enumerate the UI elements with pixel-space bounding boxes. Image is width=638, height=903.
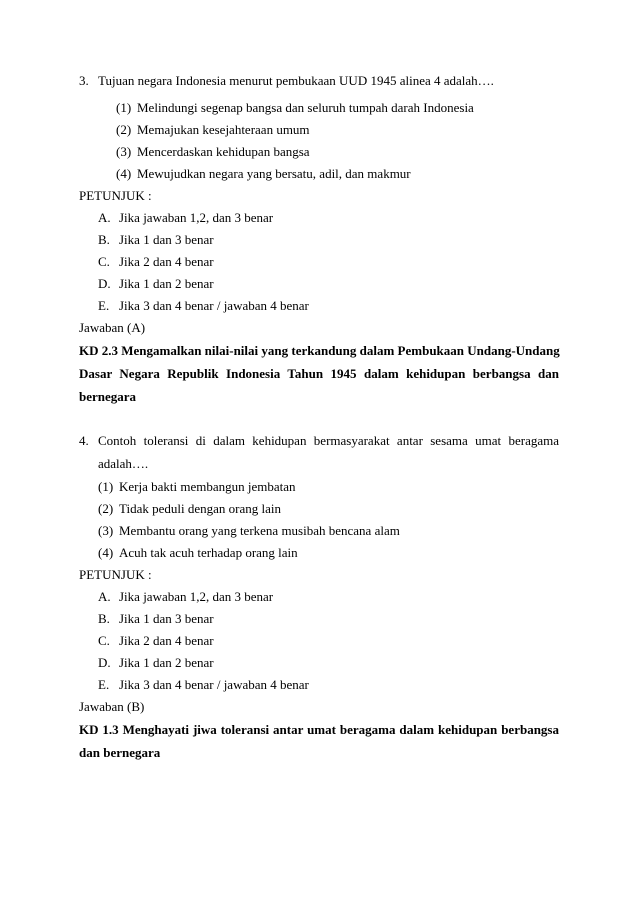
q3-statement-1: Melindungi segenap bangsa dan seluruh tumpah darah Indonesia — [137, 100, 474, 115]
q4-statement-4-no: (4) — [98, 545, 114, 560]
q4-number: 4. — [79, 433, 89, 448]
q3-statement-1-no: (1) — [116, 100, 132, 115]
q4-kd-line-2: dan bernegara — [79, 745, 161, 760]
q4-option-e-letter: E. — [98, 677, 110, 692]
q4-option-d: Jika 1 dan 2 benar — [119, 655, 214, 670]
q4-option-b-letter: B. — [98, 611, 110, 626]
q4-option-d-letter: D. — [98, 655, 111, 670]
q4-option-c-letter: C. — [98, 633, 110, 648]
q3-option-b-letter: B. — [98, 232, 110, 247]
q4-option-a: Jika jawaban 1,2, dan 3 benar — [119, 589, 274, 604]
q4-petunjuk: PETUNJUK : — [79, 567, 152, 582]
q3-question: Tujuan negara Indonesia menurut pembukaan UUD 1945 alinea 4 adalah…. — [98, 73, 494, 88]
q3-statement-2-no: (2) — [116, 122, 132, 137]
q3-statement-2: Memajukan kesejahteraan umum — [137, 122, 310, 137]
q3-statement-3-no: (3) — [116, 144, 132, 159]
q4-statement-1: Kerja bakti membangun jembatan — [119, 479, 296, 494]
q3-kd-line-3: bernegara — [79, 389, 137, 404]
q3-option-b: Jika 1 dan 3 benar — [119, 232, 214, 247]
q3-option-d: Jika 1 dan 2 benar — [119, 276, 214, 291]
q4-option-b: Jika 1 dan 3 benar — [119, 611, 214, 626]
q3-option-a-letter: A. — [98, 210, 111, 225]
q4-option-c: Jika 2 dan 4 benar — [119, 633, 214, 648]
q3-statement-4-no: (4) — [116, 166, 132, 181]
q3-statement-4: Mewujudkan negara yang bersatu, adil, dan makmur — [137, 166, 411, 181]
q4-statement-4: Acuh tak acuh terhadap orang lain — [119, 545, 298, 560]
q4-statement-1-no: (1) — [98, 479, 114, 494]
q3-statement-3: Mencerdaskan kehidupan bangsa — [137, 144, 310, 159]
q3-answer: Jawaban (A) — [79, 320, 146, 335]
q4-statement-3: Membantu orang yang terkena musibah bencana alam — [119, 523, 400, 538]
q3-kd-line-2: Dasar Negara Republik Indonesia Tahun 1945 dalam kehidupan berbangsa dan — [79, 366, 559, 381]
q4-option-e: Jika 3 dan 4 benar / jawaban 4 benar — [119, 677, 309, 692]
q3-kd-line-1: KD 2.3 Mengamalkan nilai-nilai yang terkandung dalam Pembukaan Undang-Undang — [79, 343, 560, 358]
q4-statement-2: Tidak peduli dengan orang lain — [119, 501, 281, 516]
q3-petunjuk: PETUNJUK : — [79, 188, 152, 203]
q4-kd-line-1: KD 1.3 Menghayati jiwa toleransi antar umat beragama dalam kehidupan berbangsa — [79, 722, 559, 737]
q4-option-a-letter: A. — [98, 589, 111, 604]
q3-option-d-letter: D. — [98, 276, 111, 291]
q3-option-e-letter: E. — [98, 298, 110, 313]
q3-option-c-letter: C. — [98, 254, 110, 269]
q3-number: 3. — [79, 73, 89, 88]
q3-option-e: Jika 3 dan 4 benar / jawaban 4 benar — [119, 298, 309, 313]
q4-question-line-2: adalah…. — [98, 456, 149, 471]
q4-statement-3-no: (3) — [98, 523, 114, 538]
q3-option-c: Jika 2 dan 4 benar — [119, 254, 214, 269]
q4-answer: Jawaban (B) — [79, 699, 145, 714]
q4-statement-2-no: (2) — [98, 501, 114, 516]
q4-question-line-1: Contoh toleransi di dalam kehidupan bermasyarakat antar sesama umat beragama — [98, 433, 559, 448]
q3-option-a: Jika jawaban 1,2, dan 3 benar — [119, 210, 274, 225]
